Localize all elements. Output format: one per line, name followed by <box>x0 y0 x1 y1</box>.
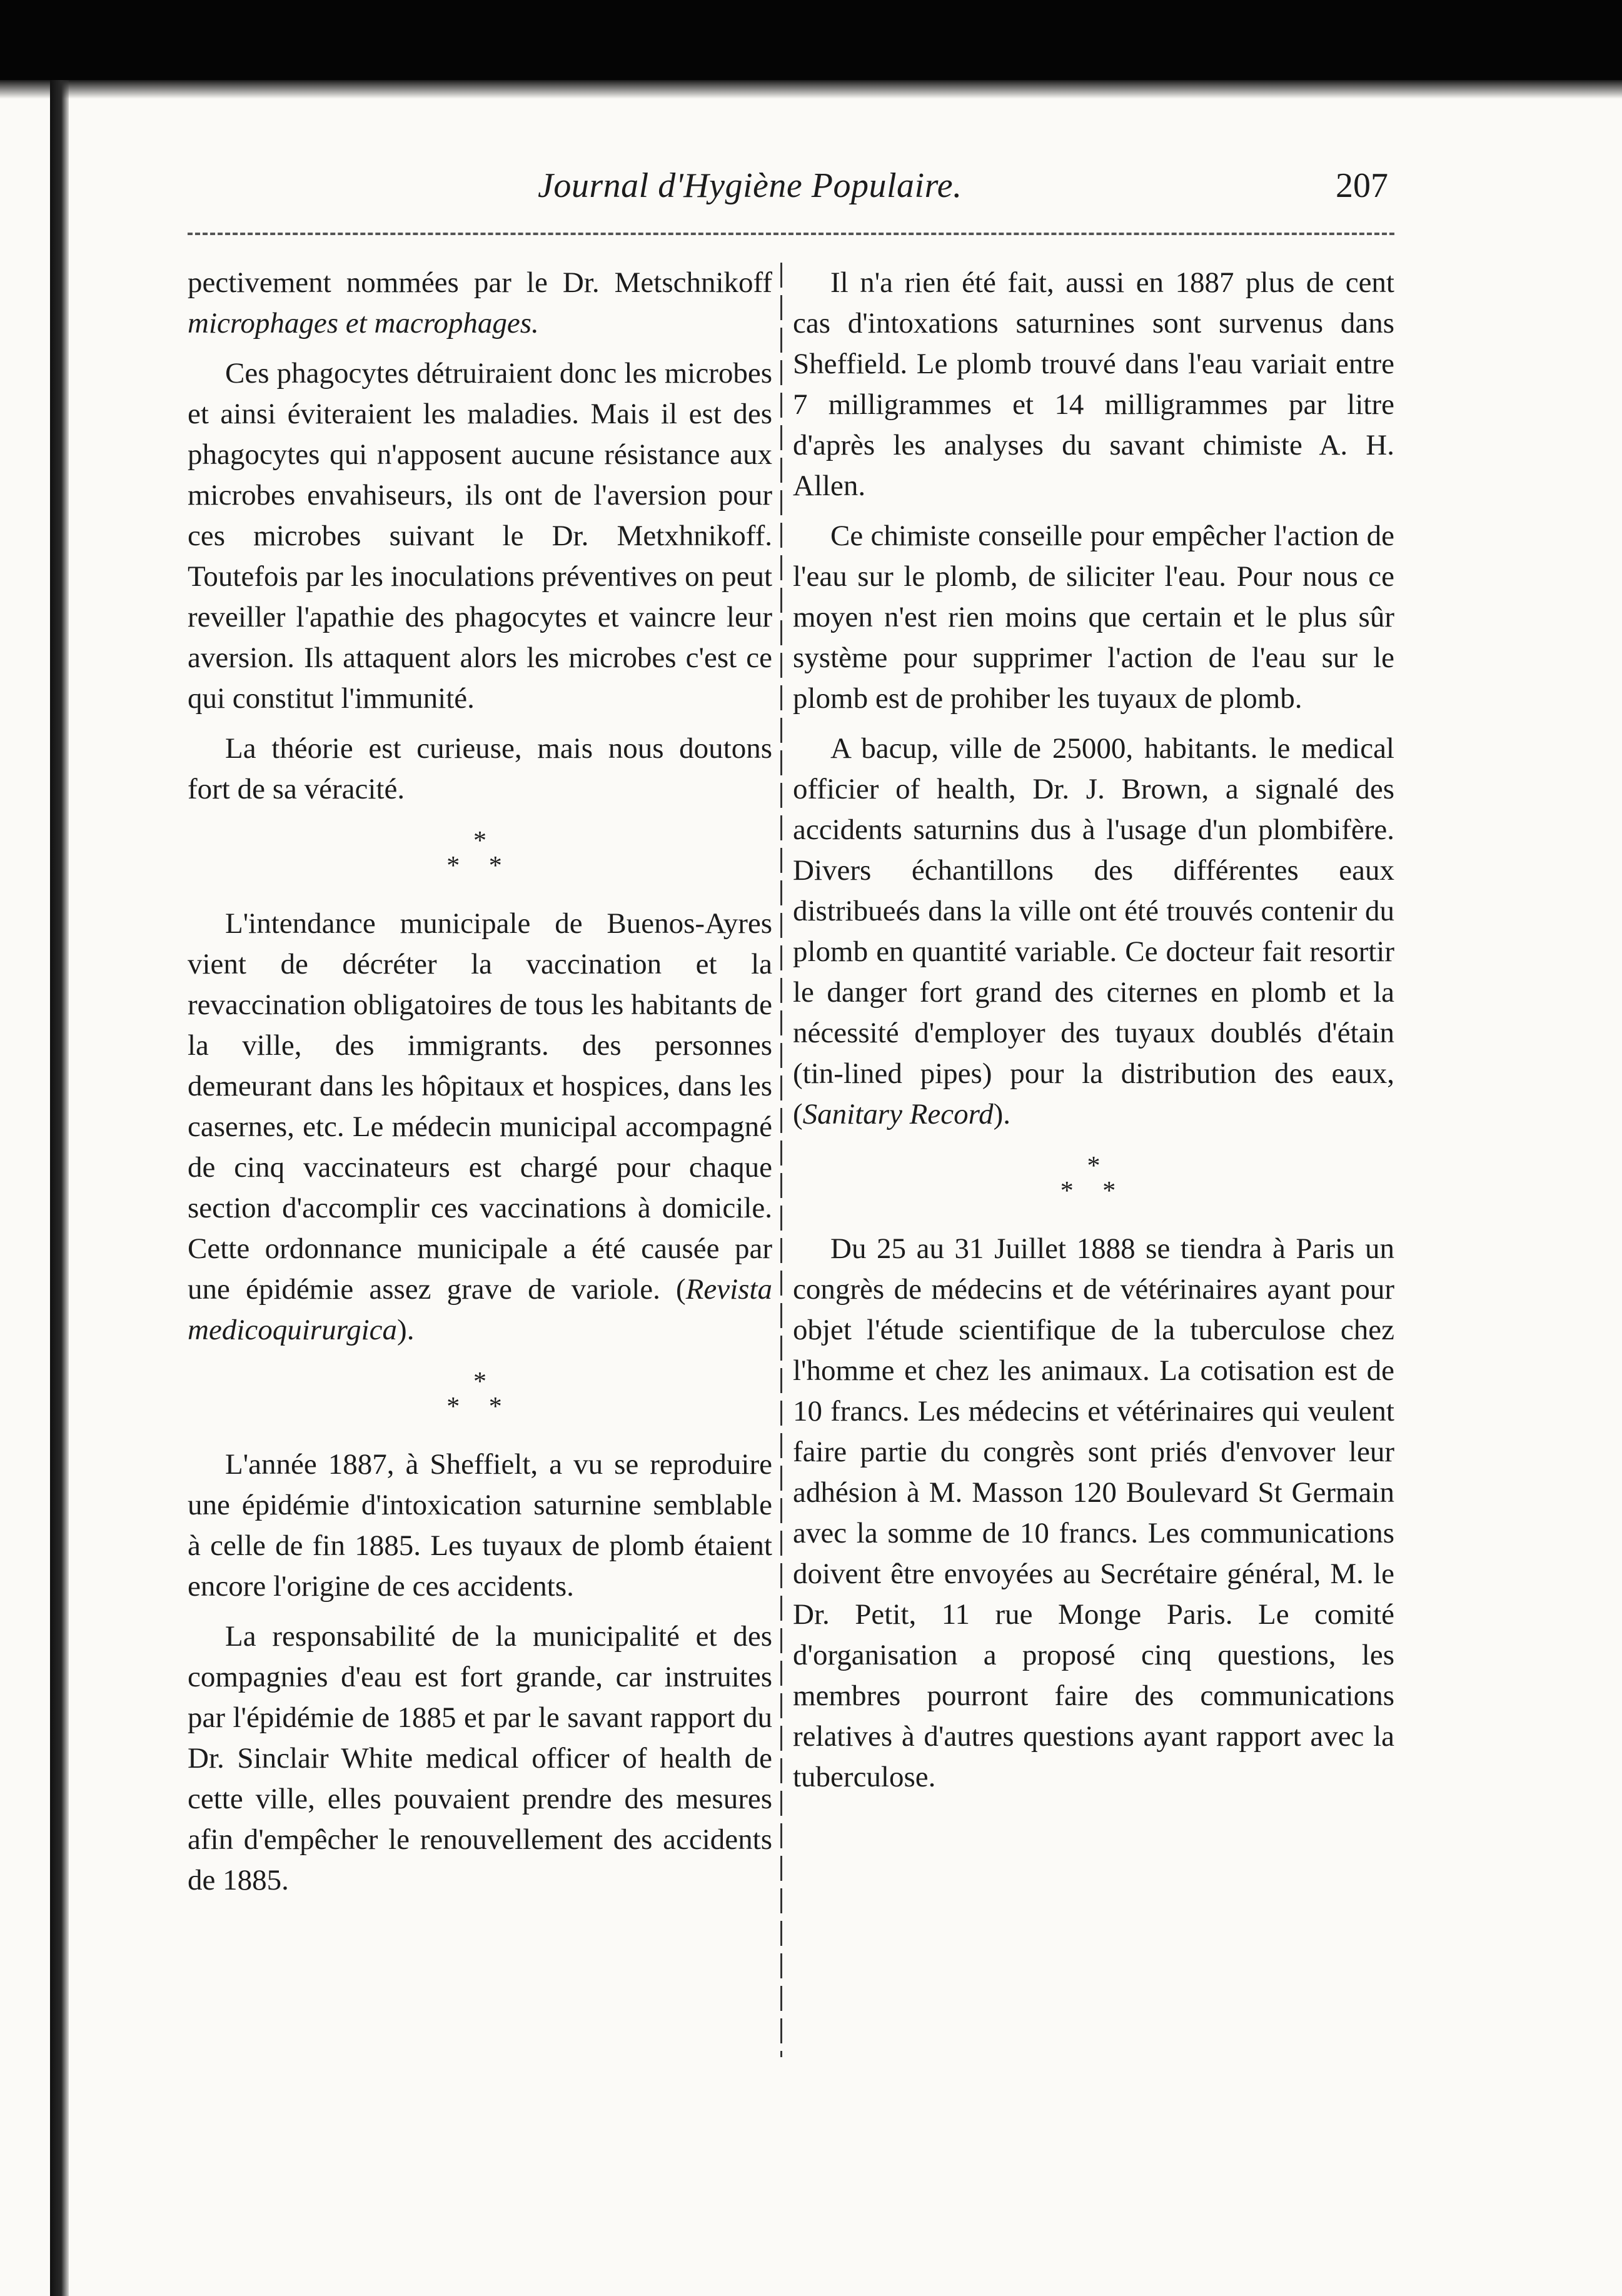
asterism-divider: * * * <box>446 827 513 880</box>
page-number: 207 <box>1336 166 1388 205</box>
page-header <box>188 166 1388 216</box>
scan-left-border <box>50 80 69 2296</box>
running-title: Journal d'Hygiène Populaire. <box>538 166 962 205</box>
paragraph: La responsabilité de la municipalité et des compagnies d'eau est fort grande, car instruites par l'épidémie de 1885 et par le savant rapport du Dr. Sinclair White medical officer of health de cette ville, elles pouvaient prendre des mesures afin d'empêcher le renouvellement des accidents de 1885. <box>188 1620 772 1896</box>
paragraph: La théorie est curieuse, mais nous doutons fort de sa véracité. <box>188 732 772 805</box>
header-rule <box>188 233 1394 235</box>
paragraph: Du 25 au 31 Juillet 1888 se tiendra à Paris un congrès de médecins et de vétérinaires ayant pour objet l'étude scientifique de la tuberculose chez l'homme et chez les animaux. La cotisation est de 10 francs. Les médecins et vétérinaires qui veulent faire partie du congrès sont priés d'envover leur adhésion à M. Masson 120 Boulevard St Germain avec la somme de 10 francs. Les communications doivent être envoyées au Secrétaire général, M. le Dr. Petit, 11 rue Monge Paris. Le comité d'organisation a proposé cinq questions, les membres pourront faire des communications relatives à d'autres questions ayant rapport avec la tuberculose. <box>793 1232 1394 1793</box>
scan-top-border <box>0 0 1622 80</box>
asterism-divider: * * * <box>446 1367 513 1421</box>
paragraph: L'année 1887, à Sheffielt, a vu se reproduire une épidémie d'intoxication saturnine semblable à celle de fin 1885. Les tuyaux de plomb étaient encore l'origine de ces accidents. <box>188 1448 772 1603</box>
scan-top-border-fade <box>0 80 1622 99</box>
column-divider <box>780 263 782 2057</box>
left-column <box>188 263 772 1910</box>
paragraph: Ce chimiste conseille pour empêcher l'action de l'eau sur le plomb, de siliciter l'eau. Pour nous ce moyen n'est rien moins que certain et le plus sûr système pour supprimer l'action de l'eau sur le plomb est de prohiber les tuyaux de plomb. <box>793 520 1394 715</box>
asterism-divider: * * * <box>1060 1152 1127 1206</box>
right-column <box>793 263 1394 1807</box>
paragraph: Il n'a rien été fait, aussi en 1887 plus de cent cas d'intoxations saturnines sont survenus dans Sheffield. Le plomb trouvé dans l'eau variait entre 7 milligrammes et 14 milligrammes par litre d'après les analyses du savant chimiste A. H. Allen. <box>793 266 1394 502</box>
paragraph: L'intendance municipale de Buenos-Ayres vient de décréter la vaccination et la revaccination obligatoires de tous les habitants de la ville, des immigrants. des personnes demeurant dans les hôpitaux et hospices, dans les casernes, etc. Le médecin municipal accompagné de cinq vaccinateurs est chargé pour chaque section d'accomplir ces vaccinations à domicile. Cette ordonnance municipale a été causée par une épidémie assez grave de variole. (Revista medicoquirurgica). <box>188 907 772 1346</box>
paragraph: Ces phagocytes détruiraient donc les microbes et ainsi éviteraient les maladies. Mais il est des phagocytes qui n'apposent aucune résistance aux microbes envahiseurs, ils ont de l'aversion pour ces microbes suivant le Dr. Metxhnikoff. Toutefois par les inoculations préventives on peut reveiller l'apathie des phagocytes et vaincre leur aversion. Ils attaquent alors les microbes c'est ce qui constitut l'immunité. <box>188 357 772 715</box>
paragraph: A bacup, ville de 25000, habitants. le medical officier of health, Dr. J. Brown, a signalé des accidents saturnins dus à l'usage d'un plombifère. Divers échantillons des différentes eaux distribueés dans la ville ont été trouvés contenir du plomb en quantité variable. Ce docteur fait resortir le danger fort grand des citernes en plomb et la nécessité d'employer des tuyaux doublés d'étain (tin-lined pipes) pour la distribution des eaux, (Sanitary Record). <box>793 732 1394 1130</box>
paragraph: pectivement nommées par le Dr. Metschnikoff microphages et macrophages. <box>188 266 772 340</box>
